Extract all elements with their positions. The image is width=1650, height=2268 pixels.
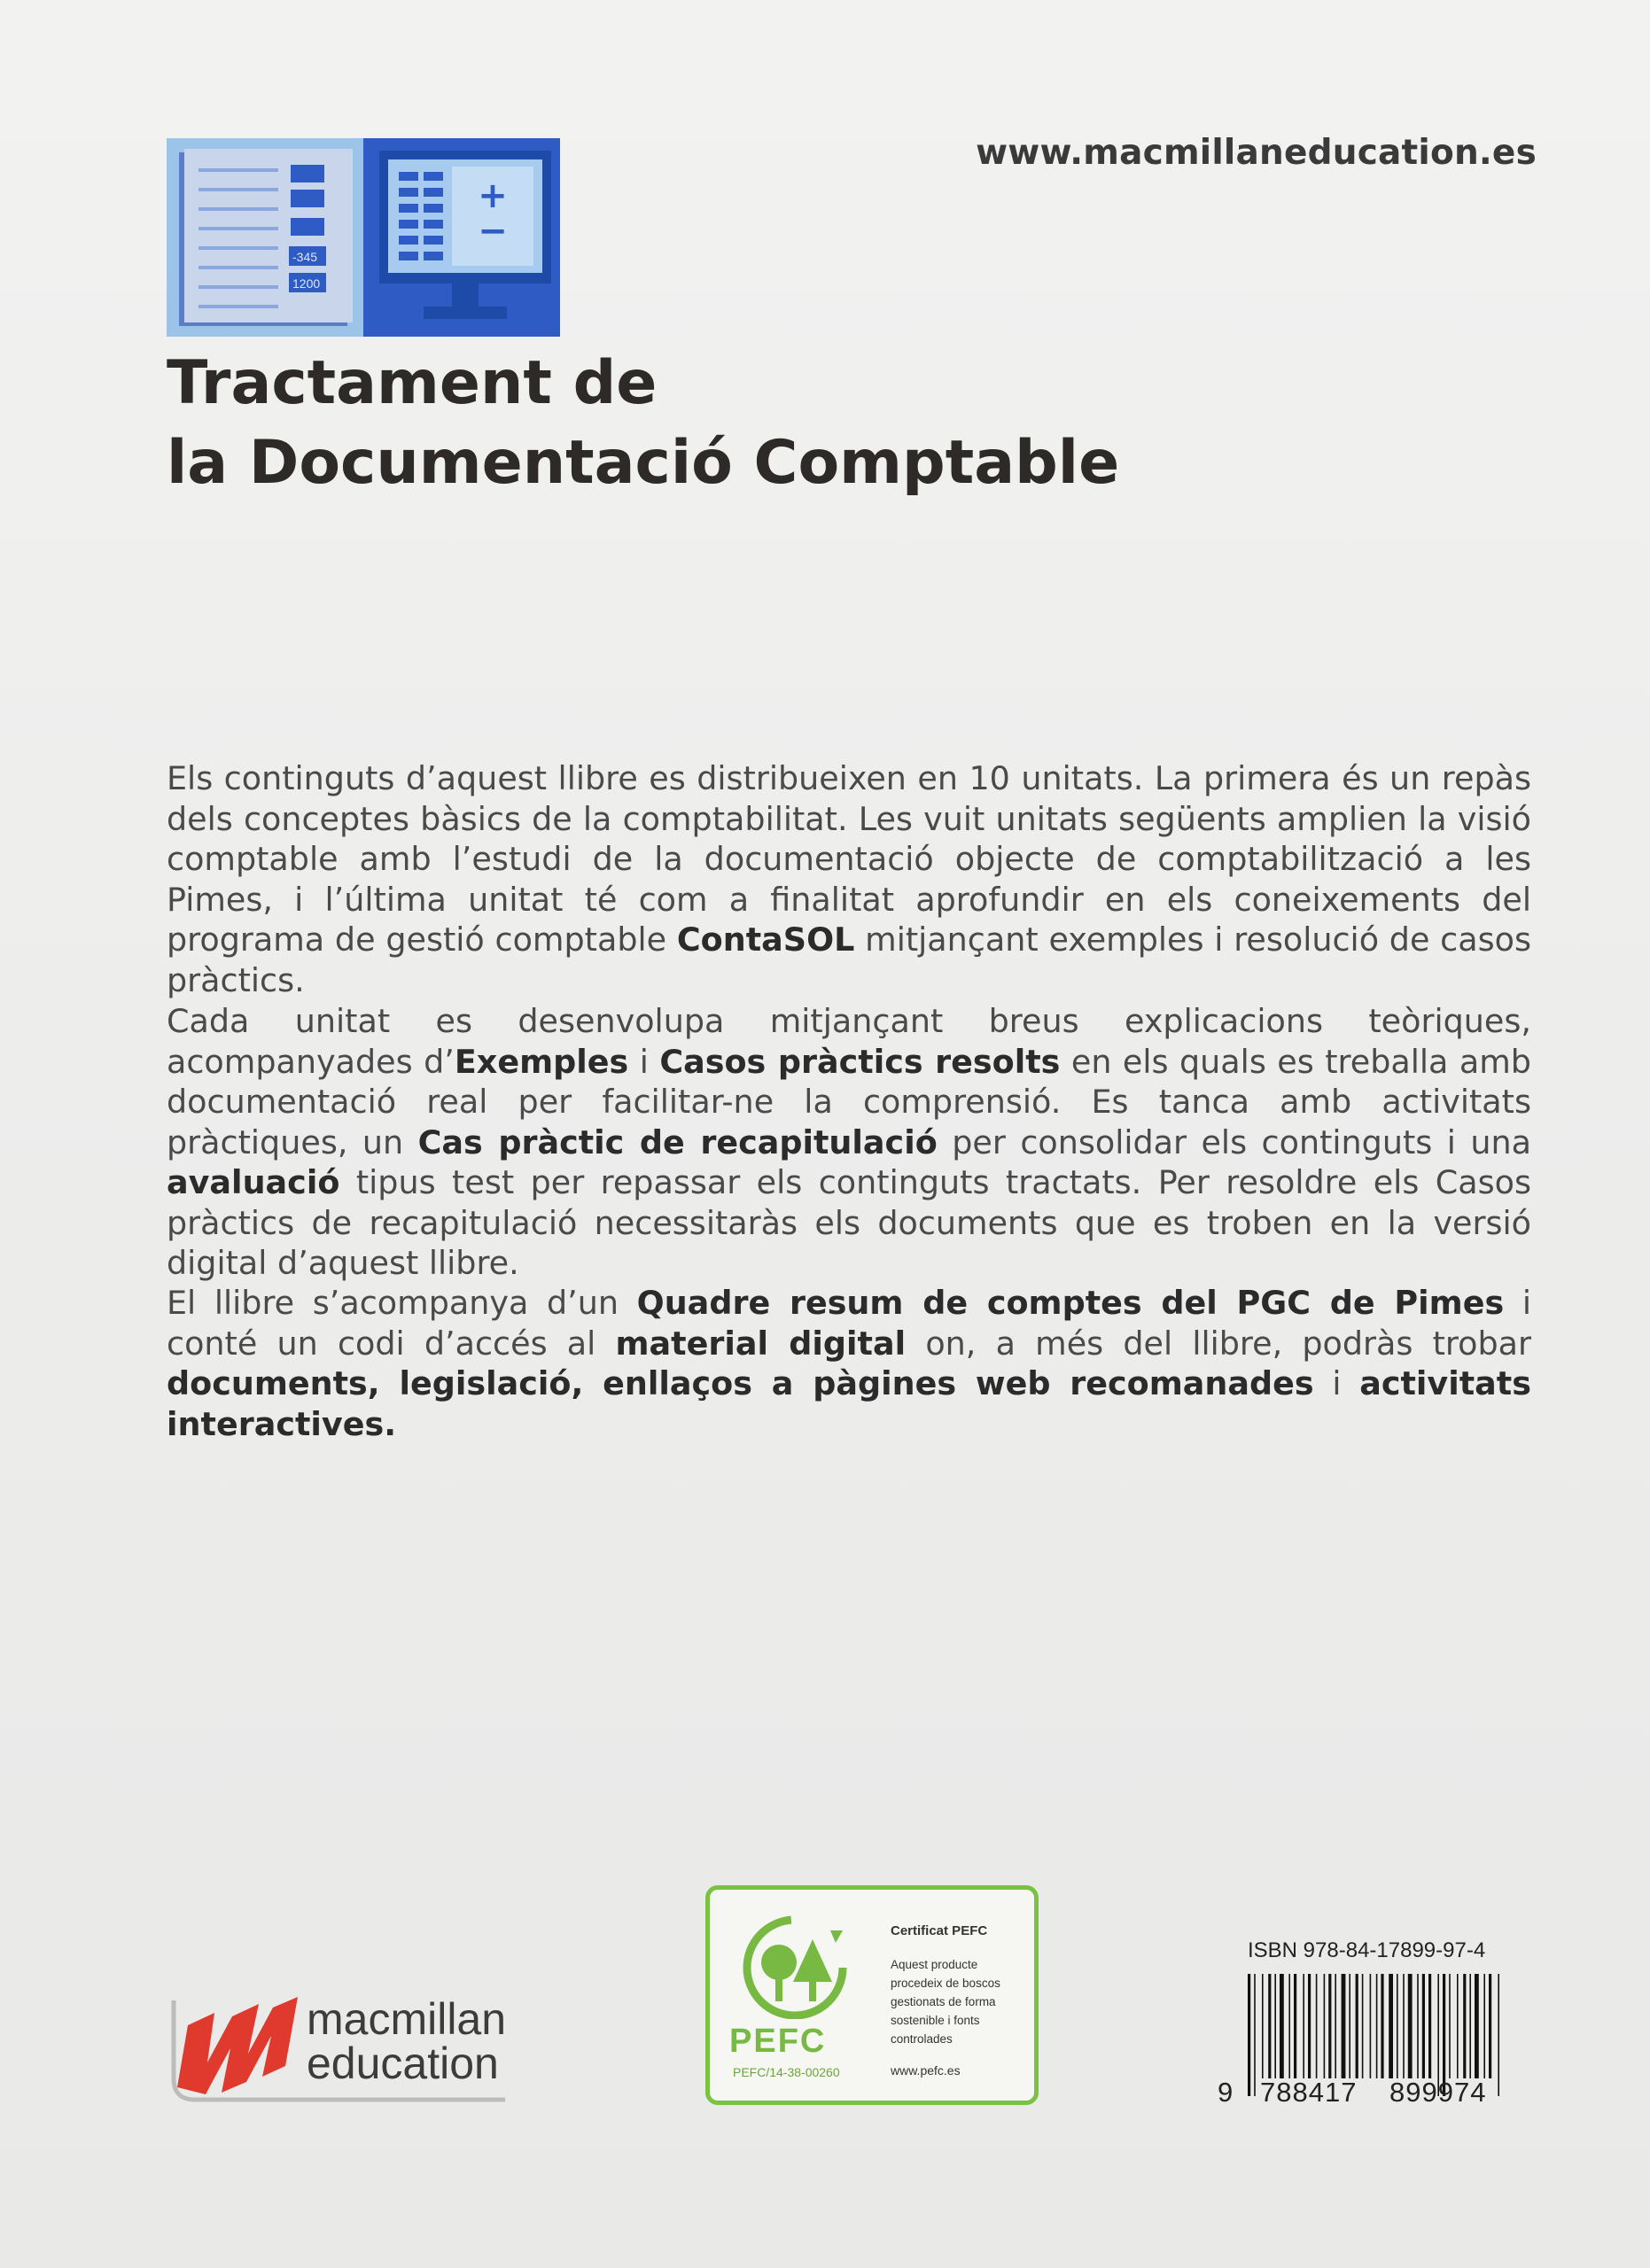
- text: El llibre s’acompanya d’un: [167, 1284, 637, 1322]
- title-line-1: Tractament de: [167, 348, 658, 418]
- description-paragraph-3: [167, 1283, 1531, 1444]
- text: mitjançant exemples i resolució de casos pràctics.: [167, 920, 1531, 999]
- book-title: [167, 344, 1119, 503]
- bold-text: Quadre resum de comptes del PGC de Pimes: [636, 1284, 1505, 1322]
- bold-text: Exemples: [454, 1042, 629, 1081]
- publisher-line-1: macmillan: [307, 1994, 507, 2044]
- publisher-line-2: education: [307, 2039, 499, 2088]
- pefc-wordmark: PEFC: [729, 2023, 827, 2060]
- pefc-certification-box: [705, 1885, 1039, 2105]
- pefc-trees-icon: [733, 1913, 866, 2019]
- description-paragraph-2: [167, 1001, 1531, 1284]
- bold-text: avaluació: [167, 1163, 340, 1201]
- website-url[interactable]: www.macmillaneducation.es: [976, 133, 1537, 173]
- text: tipus test per repassar els continguts tractats. Per resoldre els Casos pràctics de recapitulació necessitaràs els documents que es troben en la versió digital d’aquest llibre.: [167, 1163, 1531, 1282]
- title-line-2: la Documentació Comptable: [167, 428, 1120, 498]
- value-neg-345: -345: [292, 250, 318, 264]
- pefc-cert-title: Certificat PEFC: [891, 1923, 988, 1938]
- text: on, a més del llibre, podràs trobar: [906, 1324, 1531, 1363]
- text: Cada unitat es desenvolupa mitjançant breus explicacions teòriques, acompanyades d’: [167, 1002, 1531, 1081]
- isbn-label: ISBN 978-84-17899-97-4: [1248, 1938, 1486, 1962]
- bold-text: documents, legislació, enllaços a pàgines web recomanades: [167, 1364, 1314, 1402]
- barcode-digit-first: 9: [1218, 2077, 1234, 2108]
- accounting-document-monitor-icon: [167, 138, 560, 337]
- text: en els quals es treballa amb documentació real per facilitar-ne la comprensió. Es tanca amb activitats pràctiques, un: [167, 1042, 1531, 1161]
- barcode-digits-left: 788417: [1260, 2077, 1358, 2108]
- minus-icon: −: [478, 211, 508, 252]
- publisher-name: [307, 1994, 507, 2088]
- barcode-digits-right: 899974: [1389, 2077, 1487, 2108]
- description-paragraph-1: [167, 758, 1531, 1000]
- bold-text: activitats interactives.: [167, 1364, 1531, 1443]
- text: Els continguts d’aquest llibre es distribueixen en 10 unitats. La primera és un repàs dels conceptes bàsics de la comptabilitat. Les vuit unitats següents amplien la visió comptable amb l’estudi de la documentació objecte de comptabilització a les Pimes, i l’última unitat té com a finalitat aprofundir en els coneixements del programa de gestió comptable: [167, 759, 1531, 959]
- text: per consolidar els continguts i una: [937, 1122, 1531, 1161]
- text: i conté un codi d’accés al: [167, 1284, 1531, 1363]
- bold-text: ContaSOL: [676, 920, 855, 959]
- pefc-license-code: PEFC/14-38-00260: [733, 2065, 840, 2079]
- pefc-url[interactable]: www.pefc.es: [891, 2063, 961, 2078]
- text: i: [628, 1042, 660, 1081]
- bold-text: Cas pràctic de recapitulació: [417, 1122, 938, 1161]
- text: i: [1313, 1364, 1360, 1402]
- bold-text: material digital: [615, 1324, 907, 1363]
- plus-icon: +: [478, 175, 508, 216]
- bold-text: Casos pràctics resolts: [659, 1042, 1061, 1081]
- barcode-digits: [1218, 2077, 1519, 2107]
- value-1200: 1200: [292, 276, 321, 291]
- pefc-cert-text: Aquest producte procedeix de boscos gestionats de forma sostenible i fonts controlades: [891, 1958, 1000, 2046]
